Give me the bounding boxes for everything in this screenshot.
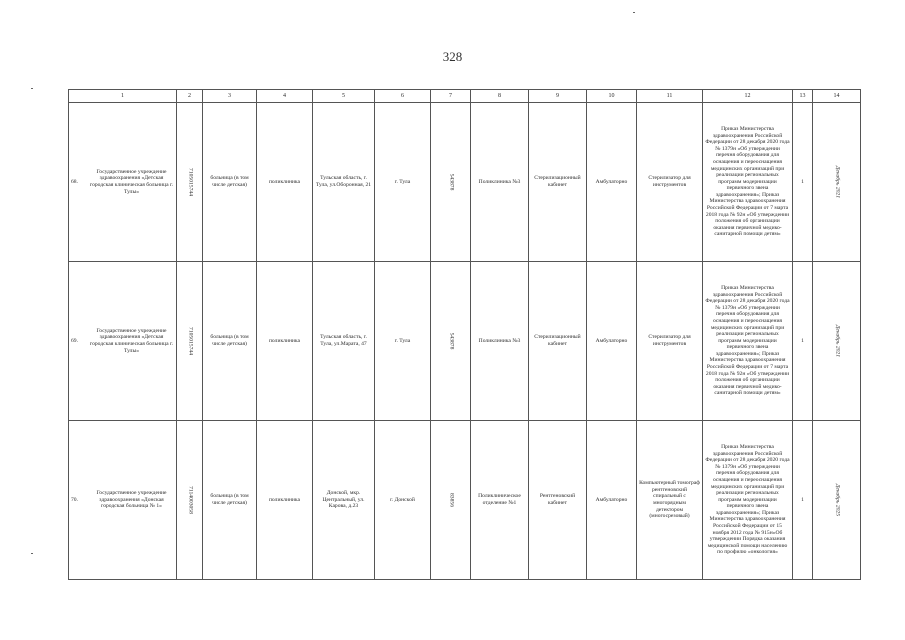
cell-org-type: больница (в том числе детская) xyxy=(203,103,257,262)
cell-organization xyxy=(69,103,177,262)
cell-inn xyxy=(177,262,203,421)
column-number: 4 xyxy=(257,90,313,103)
column-number: 10 xyxy=(587,90,637,103)
cell-orders: Приказ Министерства здравоохранения Российской Федерации от 28 декабря 2020 года № 1379н «Об утверждении перечня оборудования для оснащения и переоснащения медицинских организаций при реализации региональных программ модернизации первичного звена здравоохранения»; Приказ Министерства здравоохранения Российской Федерации от 7 марта 2018 года № 92н «Об утверждении положения об организации оказания первичной медико-санитарной помощи детям» xyxy=(703,103,793,262)
code-text: 83856 xyxy=(447,493,454,507)
cell-org-type: больница (в том числе детская) xyxy=(203,421,257,580)
inn-text: 7114003058 xyxy=(186,486,193,514)
inn-text: 7105015744 xyxy=(186,327,193,355)
cell-orders: Приказ Министерства здравоохранения Российской Федерации от 28 декабря 2020 года № 1379н «Об утверждении перечня оборудования для оснащения и переоснащения медицинских организаций при реализации региональных программ модернизации первичного звена здравоохранения»; Приказ Министерства здравоохранения Российской Федерации от 7 марта 2018 года № 92н «Об утверждении положения об организации оказания первичной медико-санитарной помощи детям» xyxy=(703,262,793,421)
table-row xyxy=(69,103,861,262)
column-number: 1 xyxy=(69,90,177,103)
cell-equipment: Стерилизатор для инструментов xyxy=(637,103,703,262)
cell-equipment: Стерилизатор для инструментов xyxy=(637,262,703,421)
column-number: 5 xyxy=(313,90,375,103)
cell-quantity: 1 xyxy=(793,262,813,421)
column-number: 3 xyxy=(203,90,257,103)
column-number: 2 xyxy=(177,90,203,103)
cell-unit-type: поликлиника xyxy=(257,262,313,421)
inn-text: 7105015744 xyxy=(186,168,193,196)
row-number: 69. xyxy=(71,337,78,344)
cell-department: Поликлиника №3 xyxy=(471,103,529,262)
column-number: 13 xyxy=(793,90,813,103)
cell-unit-type: поликлиника xyxy=(257,421,313,580)
organization-name: Государственное учреждение здравоохранения «Донская городская больница № 1» xyxy=(96,490,167,510)
cell-address: Донской, мкр. Центральный, ул. Карова, д.23 xyxy=(313,421,375,580)
cell-settlement: г. Тула xyxy=(375,262,431,421)
cell-organization xyxy=(69,262,177,421)
cell-organization xyxy=(69,421,177,580)
column-number: 6 xyxy=(375,90,431,103)
code-text: 543878 xyxy=(447,332,454,350)
cell-conditions: Амбулаторно xyxy=(587,262,637,421)
cell-code xyxy=(431,103,471,262)
organization-name: Государственное учреждение здравоохранения «Детская городская клиническая больница г. Тулы» xyxy=(89,327,174,354)
column-number: 11 xyxy=(637,90,703,103)
cell-org-type: больница (в том числе детская) xyxy=(203,262,257,421)
cell-deadline xyxy=(813,262,861,421)
cell-equipment: Компьютерный томограф рентгеновский спиральный с многорядным детектором (многосрезовый) xyxy=(637,421,703,580)
deadline-text: Декабрь 2021 xyxy=(833,165,840,199)
cell-settlement: г. Тула xyxy=(375,103,431,262)
cell-unit-type: поликлиника xyxy=(257,103,313,262)
organization-name: Государственное учреждение здравоохранения «Детская городская клиническая больница г. Тулы» xyxy=(89,168,174,195)
deadline-text: Декабрь 2021 xyxy=(833,324,840,358)
cell-code xyxy=(431,262,471,421)
page-number: 328 xyxy=(442,49,463,64)
cell-deadline xyxy=(813,421,861,580)
cell-code xyxy=(431,421,471,580)
column-number-row xyxy=(69,90,861,103)
deadline-text: Декабрь 2025 xyxy=(833,483,840,517)
cell-quantity: 1 xyxy=(793,103,813,262)
table-row xyxy=(69,262,861,421)
cell-quantity: 1 xyxy=(793,421,813,580)
scan-speck xyxy=(31,553,33,554)
column-number: 8 xyxy=(471,90,529,103)
equipment-table xyxy=(68,89,861,580)
cell-room: Стерилизационный кабинет xyxy=(529,262,587,421)
cell-deadline xyxy=(813,103,861,262)
cell-settlement: г. Донской xyxy=(375,421,431,580)
column-number: 7 xyxy=(431,90,471,103)
code-text: 543878 xyxy=(447,173,454,191)
scan-speck xyxy=(31,88,33,89)
column-number: 12 xyxy=(703,90,793,103)
scan-speck xyxy=(633,12,635,13)
table-row xyxy=(69,421,861,580)
cell-conditions: Амбулаторно xyxy=(587,421,637,580)
cell-room: Рентгеновский кабинет xyxy=(529,421,587,580)
cell-address: Тульская область, г. Тула, ул.Марата, 47 xyxy=(313,262,375,421)
cell-inn xyxy=(177,421,203,580)
cell-orders: Приказ Министерства здравоохранения Российской Федерации от 28 декабря 2020 года № 1379н «Об утверждении перечня оборудования для оснащения и переоснащения медицинских организаций при реализации региональных программ модернизации первичного звена здравоохранения»; Приказ Министерства здравоохранения Российской Федерации от 15 ноября 2012 года № 915н«Об утверждении Порядка оказания медицинской помощи населению по профилю «онкология» xyxy=(703,421,793,580)
row-number: 70. xyxy=(71,496,78,503)
column-number: 9 xyxy=(529,90,587,103)
column-number: 14 xyxy=(813,90,861,103)
cell-room: Стерилизационный кабинет xyxy=(529,103,587,262)
cell-address: Тульская область, г. Тула, ул.Оборонная, 21 xyxy=(313,103,375,262)
cell-department: Поликлиника №3 xyxy=(471,262,529,421)
cell-conditions: Амбулаторно xyxy=(587,103,637,262)
row-number: 68. xyxy=(71,178,78,185)
cell-inn xyxy=(177,103,203,262)
cell-department: Поликлиническое отделение №1 xyxy=(471,421,529,580)
